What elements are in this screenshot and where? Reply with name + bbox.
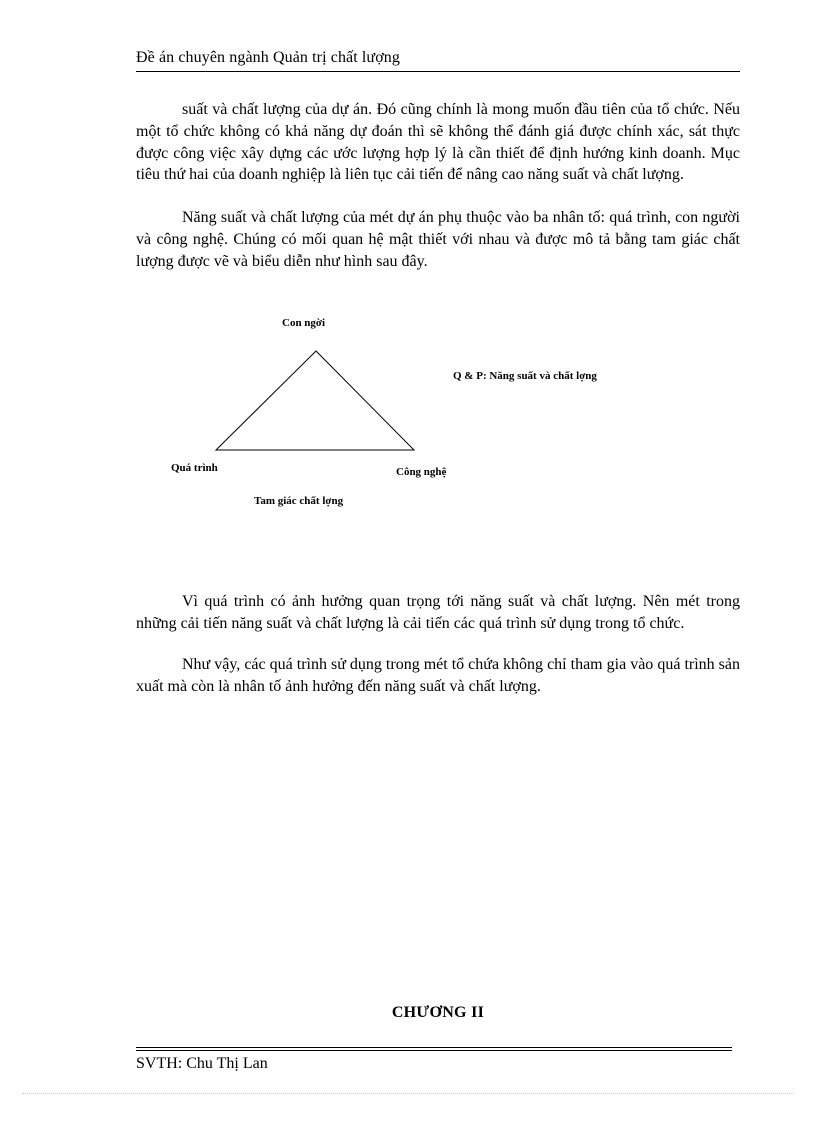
footer-rule-top [136, 1047, 732, 1048]
paragraph-3 [136, 591, 740, 635]
header-title: Đề án chuyên ngành Quản trị chất lượng [136, 49, 400, 66]
triangle-left-label: Quá trình [171, 462, 218, 474]
paragraph-1 [136, 99, 740, 186]
paragraph-2 [136, 207, 740, 272]
page-header [136, 49, 740, 72]
chapter-heading: CHƯƠNG II [391, 1004, 485, 1021]
paragraph-4 [136, 654, 740, 698]
footer-rule-bottom [136, 1050, 732, 1051]
diagram-caption: Tam giác chất lợng [254, 495, 344, 507]
page-edge-divider [22, 1093, 794, 1094]
triangle-right-label: Công nghệ [396, 466, 447, 478]
paragraph-2-text: Năng suất và chất lượng của mét dự án phụ thuộc vào ba nhân tố: quá trình, con người và công nghệ. Chúng có mối quan hệ mật thiết với nhau và được mô tả bằng tam giác chất lượng được vẽ và biểu diễn như hình sau đây. [136, 209, 740, 270]
diagram-legend: Q & P: Năng suất và chất lợng [453, 370, 597, 382]
paragraph-4-text: Như vậy, các quá trình sử dụng trong mét tổ chứa không chỉ tham gia vào quá trình sản xuất mà còn là nhân tố ảnh hưởng đến năng suất và chất lượng. [136, 656, 740, 695]
footer-author: SVTH: Chu Thị Lan [136, 1055, 268, 1072]
quality-triangle [216, 351, 414, 450]
paragraph-3-text: Vì quá trình có ảnh hưởng quan trọng tới năng suất và chất lượng. Nên mét trong những cải tiến năng suất và chất lượng là cải tiến các quá trình sử dụng trong tổ chức. [136, 593, 740, 632]
paragraph-1-text: suất và chất lượng của dự án. Đó cũng chính là mong muốn đầu tiên của tổ chức. Nếu một tổ chức không có khả năng dự đoán thì sẽ không thể đánh giá được chính xác, sát thực được công việc xây dựng các ước lượng hợp lý là cần thiết để định hướng kinh doanh. Mục tiêu thứ hai của doanh nghiệp là liên tục cải tiến để nâng cao năng suất và chất lượng. [136, 101, 740, 184]
triangle-top-label: Con ngời [282, 317, 326, 329]
